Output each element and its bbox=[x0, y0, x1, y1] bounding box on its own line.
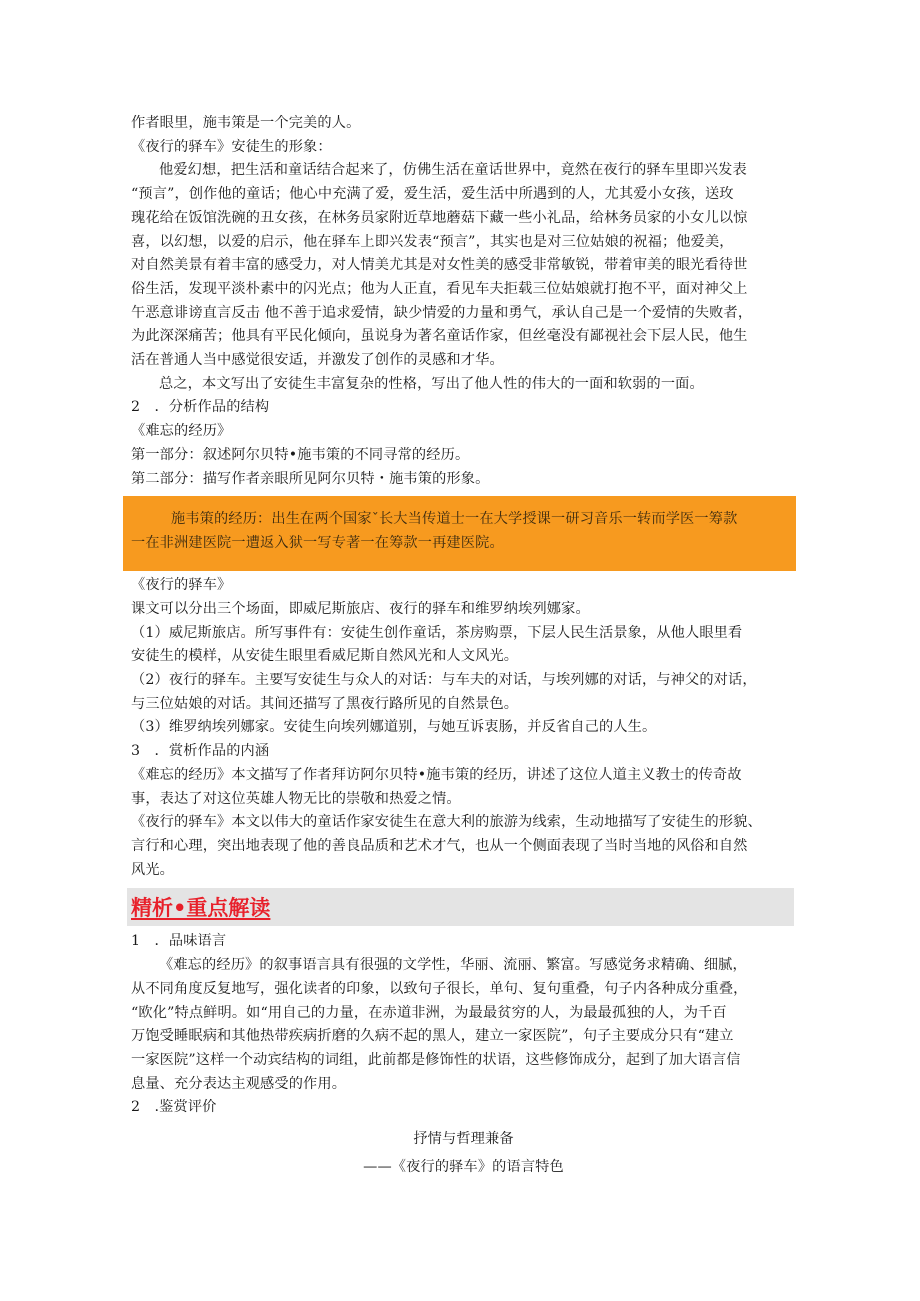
essay-title: 抒情与哲理兼备 bbox=[413, 1131, 514, 1148]
text-line: 《难忘的经历》 bbox=[131, 423, 232, 440]
text-line: 俗生活，发现平淡朴素中的闪光点；他为人正直，看见车夫拒载三位姑娘就打抱不平，面对神父上 bbox=[131, 280, 748, 297]
text-line: 安徒生的模样，从安徒生眼里看威尼斯自然风光和人文风光。 bbox=[131, 648, 519, 665]
highlight-line: 施韦策的经历：出生在两个国家ˇ长大当传道士一在大学授课一研习音乐一转而学医一筹款 bbox=[171, 511, 738, 528]
section-heading: 2 .鉴赏评价 bbox=[131, 1099, 217, 1116]
text-line: 从不同角度反复地写，强化读者的印象，以致句子很长，单句、复句重叠，句子内各种成分重叠， bbox=[131, 980, 748, 997]
text-line: 他爱幻想，把生活和童话结合起来了，仿佛生活在童话世界中，竟然在夜行的驿车里即兴发表 bbox=[159, 162, 747, 179]
section-heading: 2 ．分析作品的结构 bbox=[131, 399, 270, 416]
text-line: 《难忘的经历》的叙事语言具有很强的文学性，华丽、流丽、繁富。写感觉务求精确、细腻， bbox=[159, 957, 747, 974]
text-line: 万饱受睡眠病和其他热带疾病折磨的久病不起的黑人，建立一家医院”，句子主要成分只有“建立 bbox=[131, 1028, 734, 1045]
text-line: 作者眼里，施韦策是一个完美的人。 bbox=[131, 115, 361, 131]
text-line: 息量、充分表达主观感受的作用。 bbox=[131, 1075, 347, 1092]
section-heading: 1 ．品味语言 bbox=[131, 933, 227, 950]
text-line: 瑰花给在饭馆洗碗的丑女孩，在林务员家附近草地蘑菇下藏一些小礼品，给林务员家的小女儿以惊 bbox=[131, 209, 748, 226]
text-line: 课文可以分出三个场面，即威尼斯旅店、夜行的驿车和维罗纳埃列娜家。 bbox=[131, 600, 590, 617]
text-line: 《夜行的驿车》安徒生的形象： bbox=[131, 138, 332, 155]
text-line: 为此深深痛苦；他具有平民化倾向，虽说身为著名童话作家，但丝毫没有鄙视社会下层人民，他生 bbox=[131, 328, 748, 345]
highlight-box bbox=[123, 496, 796, 571]
text-line: 第一部分：叙述阿尔贝特•施韦策的不同寻常的经历。 bbox=[131, 446, 470, 463]
text-line: 事，表达了对这位英雄人物无比的崇敬和热爱之情。 bbox=[131, 790, 461, 807]
section-banner-title: 精析•重点解读 bbox=[131, 896, 271, 921]
text-line: 《难忘的经历》本文描写了作者拜访阿尔贝特•施韦策的经历，讲述了这位人道主义教士的传奇故 bbox=[131, 766, 742, 783]
text-line: 午恶意诽谤直言反击 他不善于追求爱情，缺少情爱的力量和勇气，承认自己是一个爱情的失败者， bbox=[131, 304, 753, 321]
text-line: 言行和心理，突出地表现了他的善良品质和艺术才气，也从一个侧面表现了当时当地的风俗和自然 bbox=[131, 837, 748, 854]
text-line: 风光。 bbox=[131, 861, 175, 878]
document-body bbox=[131, 112, 796, 1179]
section-heading: 3 ．赏析作品的内涵 bbox=[131, 743, 270, 760]
text-line: 喜，以幻想，以爱的启示，他在驿车上即兴发表“预言”，其实也是对三位姑娘的祝福；他爱美， bbox=[131, 233, 734, 250]
text-line: 一家医院”这样一个动宾结构的词组，此前都是修饰性的状语，这些修饰成分，起到了加大语言信 bbox=[131, 1051, 741, 1068]
essay-subtitle: ——《夜行的驿车》的语言特色 bbox=[363, 1158, 564, 1175]
text-line: （2）夜行的驿车。主要写安徒生与众人的对话：与车夫的对话，与埃列娜的对话，与神父的对话， bbox=[131, 672, 757, 689]
highlight-line: 一在非洲建医院一遭返入狱一写专著一在筹款一再建医院。 bbox=[131, 534, 504, 551]
text-line: 《夜行的驿车》本文以伟大的童话作家安徒生在意大利的旅游为线索，生动地描写了安徒生的形貌、 bbox=[131, 814, 762, 831]
text-line: （3）维罗纳埃列娜家。安徒生向埃列娜道别，与她互诉衷肠，并反省自己的人生。 bbox=[131, 719, 657, 736]
text-line: （1）威尼斯旅店。所写事件有：安徒生创作童话，茶房购票，下层人民生活景象，从他人眼里看 bbox=[131, 624, 743, 641]
text-line: “预言”，创作他的童话；他心中充满了爱，爱生活，爱生活中所遇到的人，尤其爱小女孩，送玫 bbox=[131, 186, 734, 203]
section-banner bbox=[127, 888, 794, 926]
text-line: 活在普通人当中感觉很安适，并激发了创作的灵感和才华。 bbox=[131, 352, 504, 369]
text-line: 与三位姑娘的对话。其间还描写了黑夜行路所见的自然景色。 bbox=[131, 695, 519, 712]
text-line: 对自然美景有着丰富的感受力，对人情美尤其是对女性美的感受非常敏锐，带着审美的眼光看待世 bbox=[131, 257, 748, 274]
text-line: 总之，本文写出了安徒生丰富复杂的性格，写出了他人性的伟大的一面和软弱的一面。 bbox=[159, 375, 704, 392]
text-line: “欧化”特点鲜明。如“用自己的力量，在赤道非洲，为最最贫穷的人，为最最孤独的人，为千百 bbox=[131, 1004, 727, 1021]
text-line: 第二部分：描写作者亲眼所见阿尔贝特・施韦策的形象。 bbox=[131, 470, 490, 487]
text-line: 《夜行的驿车》 bbox=[131, 577, 232, 594]
